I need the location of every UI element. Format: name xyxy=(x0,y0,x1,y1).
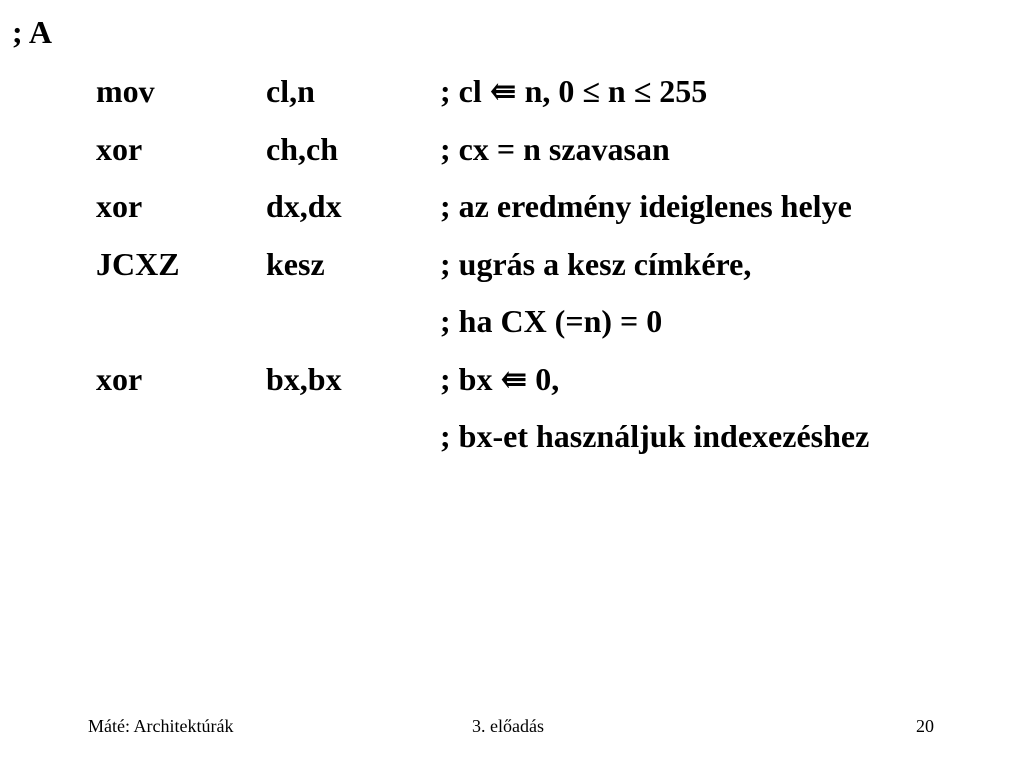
code-listing xyxy=(0,66,1024,469)
code-comment: ; cl ⇚ n, 0 ≤ n ≤ 255 xyxy=(440,73,708,109)
code-comment: ; ha CX (=n) = 0 xyxy=(440,303,663,339)
code-operands: dx,dx xyxy=(266,188,342,224)
code-line xyxy=(0,124,1024,182)
code-comment: ; cx = n szavasan xyxy=(440,130,670,167)
code-line xyxy=(0,354,1024,412)
code-line xyxy=(0,411,1024,469)
code-mnemonic: xor xyxy=(96,130,143,167)
code-comment: ; ugrás a kesz címkére, xyxy=(440,245,752,282)
footer-lecture: 3. előadás xyxy=(472,716,544,736)
code-operands: ch,ch xyxy=(266,130,338,167)
code-line xyxy=(0,296,1024,354)
slide-heading: ; A xyxy=(12,14,52,50)
footer-page-number: 20 xyxy=(916,716,934,736)
code-operands: cl,n xyxy=(266,73,315,109)
footer-author-course: Máté: Architektúrák xyxy=(88,716,234,736)
code-line xyxy=(0,66,1024,124)
code-comment: ; az eredmény ideiglenes helye xyxy=(440,188,852,224)
code-operands: bx,bx xyxy=(266,360,342,397)
code-comment: ; bx ⇚ 0, xyxy=(440,360,560,397)
code-line xyxy=(0,239,1024,297)
code-mnemonic: JCXZ xyxy=(96,245,180,282)
code-mnemonic: xor xyxy=(96,360,143,397)
code-mnemonic: mov xyxy=(96,73,155,109)
code-comment: ; bx-et használjuk indexezéshez xyxy=(440,418,870,454)
code-operands: kesz xyxy=(266,245,325,282)
code-mnemonic: xor xyxy=(96,188,143,224)
code-line xyxy=(0,181,1024,239)
